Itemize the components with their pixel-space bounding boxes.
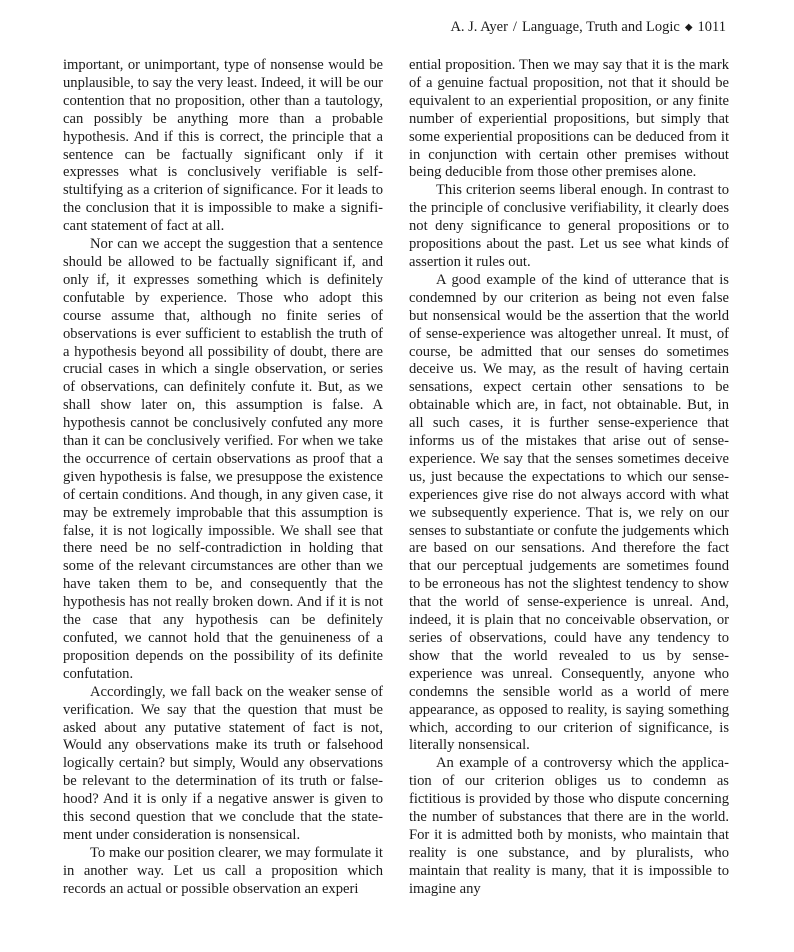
paragraph: Accordingly, we fall back on the weaker sense of verification. We say that the question that must be asked about any putative statement of fact is not, Would any observations make its truth or falsehood logically certain? but simply, Would any observations be relevant to the determination of its truth or falsehood? And it is only if a negative answer is given to this second question that we conclude that the statement under consideration is nonsensical. <box>63 683 383 843</box>
diamond-icon: ◆ <box>684 22 693 33</box>
left-column <box>63 57 383 899</box>
header-separator: / <box>512 19 517 35</box>
paragraph: To make our position clearer, we may formulate it in another way. Let us call a proposition which records an actual or possible observation an experi <box>63 844 383 897</box>
paragraph: Nor can we accept the suggestion that a sentence should be allowed to be factually significant if, and only if, it expresses something which is definitely confutable by experience. Those who adopt this course assume that, although no finite series of observations is ever sufficient to establish the truth of a hypothesis beyond all possibility of doubt, there are crucial cases in which a single observation, or series of observations, can definitely confute it. But, as we shall show later on, this assumption is false. A hypothesis cannot be conclusively confuted any more than it can be conclusively verified. For when we take the occurrence of certain observations as proof that a given hypothesis is false, we presuppose the existence of certain conditions. And though, in any given case, it may be extremely improbable that this assumption is false, it is not logically impossible. We shall see that there need be no self-contradiction in holding that some of the relevant circumstances are other than we have taken them to be, and consequently that the hypothesis has not really broken down. And if it is not the case that any hypothesis can be definitely confuted, we cannot hold that the genuineness of a proposition depends on the possibility of its definite confutation. <box>63 236 383 682</box>
right-column <box>409 57 729 899</box>
paragraph: A good example of the kind of utterance that is condemned by our criterion as being not even false but nonsensical would be the assertion that the world of sense-experience was altogether unreal. It must, of course, be admitted that our senses do sometimes deceive us. We may, as the result of having certain sensations, expect certain other sensations to be obtainable which are, in fact, not obtainable. But, in all such cases, it is further sense-experience that informs us of the mistakes that arise out of sense-experience. We say that the senses sometimes deceive us, just because the expectations to which our sense-experiences give rise do not always accord with what we subsequently experience. That is, we rely on our senses to substantiate or confute the judgements which are based on our sensations. And therefore the fact that our perceptual judgements are sometimes found to be erroneous has not the slightest tendency to show that the world of sense-experience is unreal. And, indeed, it is plain that no conceivable observation, or series of observations, could have any tendency to show that the world revealed to us by sense-experience was unreal. Consequently, anyone who condemns the sensible world as a world of mere appearance, as opposed to reality, is saying something which, according to our criterion of significance, is literally nonsensical. <box>409 271 729 754</box>
paragraph: ential proposition. Then we may say that it is the mark of a genuine factual proposition, not that it should be equivalent to an experiential proposition, or any finite number of experiential propositions, but simply that some experiential propositions can be deduced from it in conjunction with certain other premises without being deducible from those other premises alone. <box>409 57 729 181</box>
paragraph: important, or unimportant, type of nonsense would be unplausible, to say the very least. Indeed, it will be our contention that no proposition, other than a tautology, can possibly be anything more than a probable hypothesis. And if this is correct, the principle that a sentence can be factually significant only if it expresses what is conclusively verifiable is self-stultifying as a criterion of significance. For it leads to the conclusion that it is impossible to make a significant statement of fact at all. <box>63 57 383 235</box>
header-author: A. J. Ayer <box>450 19 508 35</box>
paragraph: An example of a controversy which the application of our criterion obliges us to condemn as fictitious is provided by those who dispute concerning the number of substances that there are in the world. For it is admitted both by monists, who maintain that reality is one substance, and by pluralists, who maintain that reality is many, that it is impossible to imagine any <box>409 755 729 897</box>
page-number: 1011 <box>697 19 726 35</box>
header-title: Language, Truth and Logic <box>521 19 680 35</box>
paragraph: This criterion seems liberal enough. In contrast to the principle of conclusive verifiability, it clearly does not deny significance to general propositions or to propositions about the past. Let us see what kinds of assertion it rules out. <box>409 182 729 270</box>
running-header <box>450 17 726 38</box>
